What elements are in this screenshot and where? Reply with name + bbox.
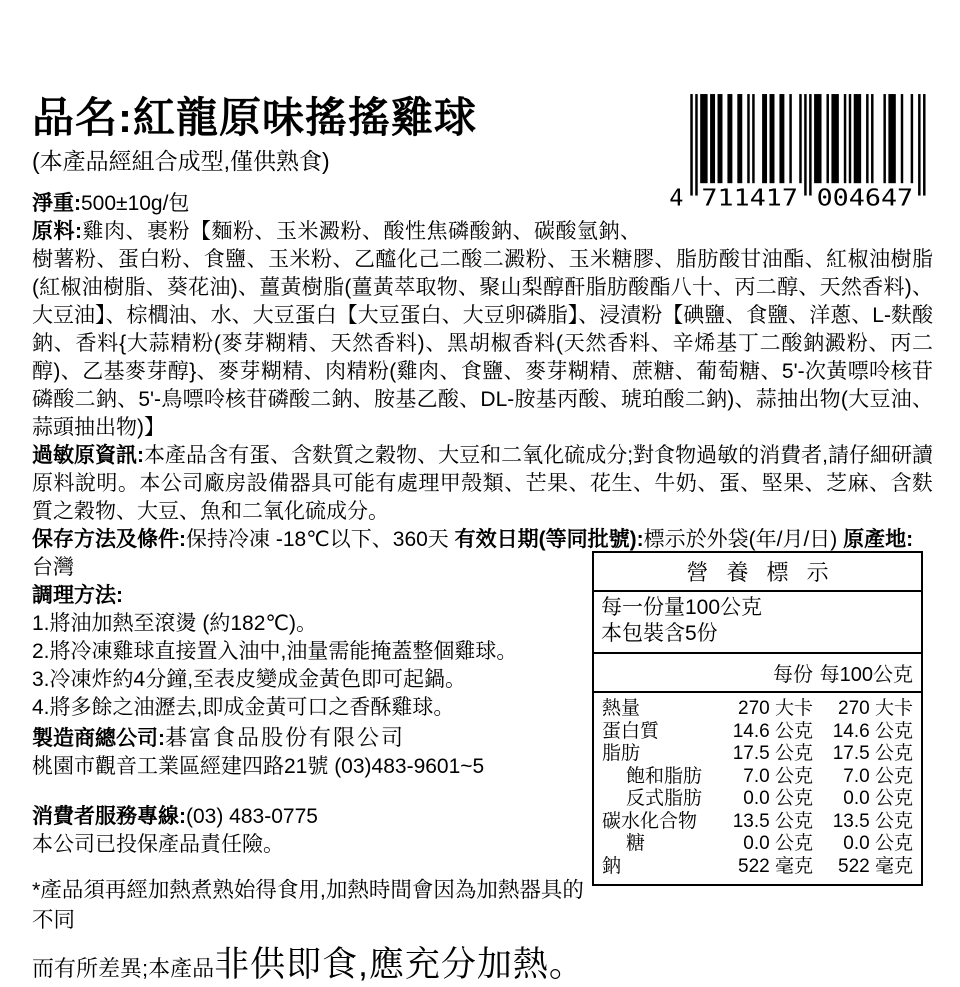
reheat-warning-line1: *產品須再經加熱煮熟始得食用,加熱時間會因為加熱器具的不同 — [32, 878, 584, 932]
expiry-value: 標示於外袋(年/月/日) — [643, 528, 844, 551]
allergen-label: 過敏原資訊: — [32, 444, 145, 467]
ingredients-text: 雞肉、裹粉【麵粉、玉米澱粉、酸性焦磷酸鈉、碳酸氫鈉、樹薯粉、蛋白粉、食鹽、玉米粉、乙醯化己二酸二澱粉、玉米糖膠、脂肪酸甘油酯、紅椒油樹脂(紅椒油樹脂、葵花油)、薑黃樹脂(薑黃萃取物、聚山梨醇酐脂肪酸酯八十、丙二醇、天然香料)、大豆油】、棕櫚油、水、大豆蛋白【大豆蛋白、大豆卵磷脂】、浸漬粉【碘鹽、食鹽、洋蔥、L-麩酸鈉、香料{大蒜精粉(麥芽糊精、天然香料)、黑胡椒香料(天然香料、辛烯基丁二酸鈉澱粉、丙二醇)、乙基麥芽醇}、麥芽糊精、肉精粉(雞肉、食鹽、麥芽糊精、蔗糖、葡萄糖、5'-次黃嘌呤核苷磷酸二鈉、5'-鳥嘌呤核苷磷酸二鈉、胺基乙酸、DL-胺基丙酸、琥珀酸二鈉)、蒜抽出物(大豆油、蒜頭抽出物)】 — [32, 220, 933, 439]
expiry-label: 有效日期(等同批號): — [454, 528, 644, 551]
service-hotline-label: 消費者服務專線: — [32, 805, 186, 828]
nutrient-name: 熱量 — [602, 698, 641, 719]
reheat-warning-line2 — [32, 937, 588, 987]
nutrient-name: 鈉 — [602, 855, 622, 877]
nutrition-serving-info — [594, 592, 921, 654]
nutrition-row — [602, 766, 913, 789]
manufacturer-address: 桃園市觀音工業區經建四路21號 (03)483-9601~5 — [32, 755, 485, 778]
manufacturer-label: 製造商總公司: — [32, 727, 165, 750]
nutrition-rows — [594, 693, 921, 884]
serving-size: 每一份量100公克 — [601, 596, 763, 619]
value-per-serving: 270 大卡 — [738, 698, 813, 719]
value-per-100g: 270 大卡 — [838, 698, 913, 719]
nutrition-row — [602, 856, 913, 879]
origin-label: 原產地: — [843, 528, 914, 551]
value-per-serving: 0.0 公克 — [743, 788, 813, 809]
value-per-serving: 17.5 公克 — [732, 743, 813, 764]
allergen-paragraph — [32, 442, 933, 526]
cooking-step-1: 1.將油加熱至滾燙 (約182℃)。 — [32, 612, 317, 635]
reheat-warning-emphasis: 非供即食,應充分加熱。 — [214, 945, 585, 984]
col-per-serving: 每份 — [773, 664, 813, 686]
cooking-step-4: 4.將多餘之油瀝去,即成金黃可口之香酥雞球。 — [32, 696, 455, 719]
manufacturer-name: 碁富食品股份有限公司 — [165, 725, 406, 750]
cooking-method-label: 調理方法: — [32, 584, 123, 607]
nutrient-name: 糖 — [626, 833, 646, 854]
nutrition-row — [602, 833, 913, 856]
barcode-digits-group1: 711417 — [701, 183, 798, 212]
column-header-spacer — [602, 658, 705, 687]
insurance-note: 本公司已投保產品責任險。 — [32, 833, 284, 856]
nutrition-row — [602, 743, 913, 766]
nutrition-row — [602, 698, 913, 721]
storage-label: 保存方法及條件: — [32, 528, 186, 551]
ingredients-paragraph — [32, 218, 933, 442]
nutrition-row — [602, 811, 913, 834]
nutrition-table — [592, 551, 923, 886]
page-title: 品名:紅龍原味搖搖雞球 — [32, 94, 477, 141]
value-per-serving: 522 毫克 — [738, 855, 813, 877]
value-per-100g: 17.5 公克 — [832, 743, 913, 764]
reheat-warning — [32, 875, 588, 987]
value-per-serving: 0.0 公克 — [743, 833, 813, 854]
nutrition-title: 營 養 標 示 — [594, 553, 921, 592]
cooking-step-3: 3.冷凍炸約4分鐘,至表皮變成金黃色即可起鍋。 — [32, 668, 467, 691]
nutrition-column-headers — [594, 654, 921, 693]
nutrition-row — [602, 721, 913, 744]
origin-value: 台灣 — [32, 556, 74, 579]
product-note: (本產品經組合成型,僅供熟食) — [32, 148, 330, 174]
nutrient-name: 脂肪 — [602, 743, 641, 764]
nutrient-name: 蛋白質 — [602, 720, 660, 742]
value-per-serving: 7.0 公克 — [743, 765, 813, 787]
value-per-serving: 14.6 公克 — [732, 720, 813, 742]
nutrient-name: 反式脂肪 — [626, 788, 703, 809]
barcode-wrap-spacer — [641, 218, 933, 244]
net-weight-value: 500±10g/包 — [81, 192, 190, 215]
barcode-digits-group2: 004647 — [816, 183, 914, 212]
value-per-100g: 13.5 公克 — [832, 810, 913, 832]
nutrient-name: 碳水化合物 — [602, 810, 698, 832]
col-per-100g: 每100公克 — [819, 664, 913, 686]
value-per-100g: 0.0 公克 — [843, 788, 913, 809]
value-per-100g: 7.0 公克 — [843, 765, 913, 787]
nutrition-row — [602, 788, 913, 811]
ingredients-label: 原料: — [32, 220, 82, 243]
allergen-text: 本產品含有蛋、含麩質之穀物、大豆和二氧化硫成分;對食物過敏的消費者,請仔細研讀原料說明。本公司廠房設備器具可能有處理甲殼類、芒果、花生、牛奶、蛋、堅果、芝麻、含麩質之穀物、大豆、魚和二氧化硫成分。 — [32, 444, 933, 523]
net-weight-line — [32, 190, 933, 218]
barcode-digit-left: 4 — [669, 183, 684, 212]
servings-per-pack: 本包裝含5份 — [601, 622, 718, 645]
service-hotline-number: (03) 483-0775 — [186, 805, 318, 828]
cooking-step-2: 2.將冷凍雞球直接置入油中,油量需能掩蓋整個雞球。 — [32, 640, 518, 663]
value-per-serving: 13.5 公克 — [732, 810, 813, 832]
value-per-100g: 522 毫克 — [838, 855, 913, 877]
value-per-100g: 14.6 公克 — [832, 720, 913, 742]
reheat-warning-prefix: 而有所差異;本產品 — [32, 956, 215, 981]
storage-value: 保持冷凍 -18℃以下、360天 — [186, 528, 455, 551]
net-weight-label: 淨重: — [32, 192, 81, 215]
nutrient-name: 飽和脂肪 — [626, 765, 703, 787]
value-per-100g: 0.0 公克 — [843, 833, 913, 854]
